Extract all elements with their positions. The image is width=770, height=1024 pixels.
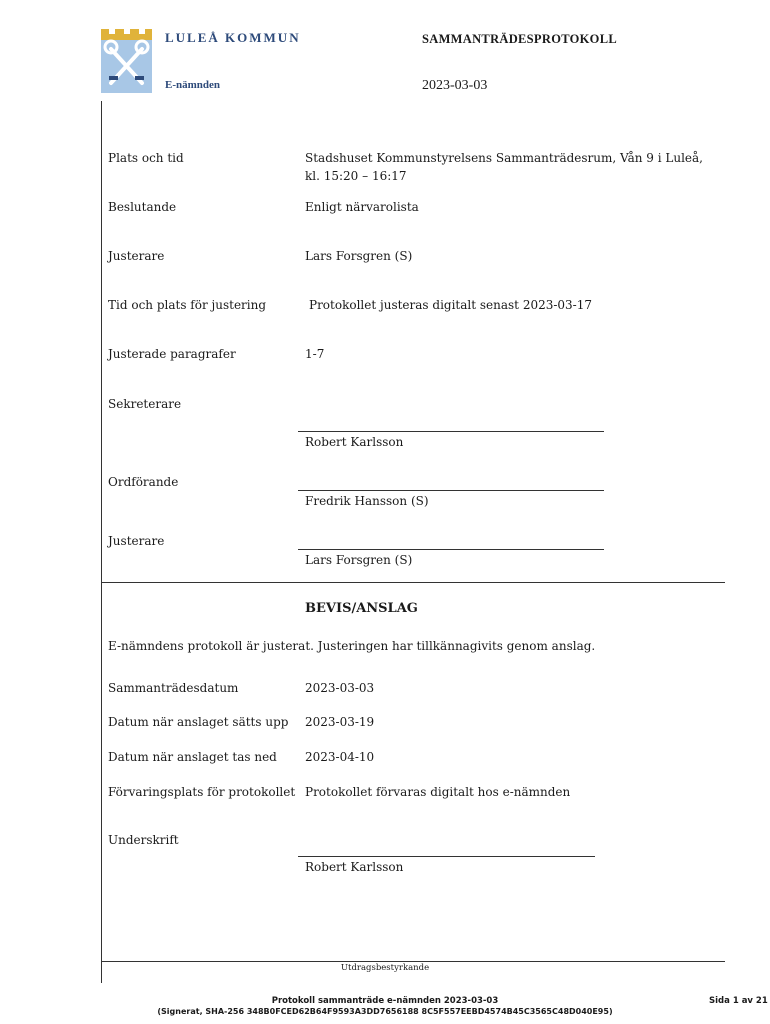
decision-makers-label: Beslutande [108, 200, 177, 214]
secretary-signature-line [298, 431, 604, 432]
storage-label: Förvaringsplats för protokollet [108, 785, 296, 799]
removed-date-value: 2023-04-10 [305, 750, 375, 764]
left-border [101, 101, 102, 983]
decision-makers-value: Enligt närvarolista [305, 200, 419, 214]
adjuster-signature-label: Justerare [108, 534, 165, 548]
removed-date-label: Datum när anslaget tas ned [108, 750, 277, 764]
footer-divider [101, 961, 725, 962]
adjusted-paragraphs-value: 1-7 [305, 347, 325, 361]
adjust-time-place-value: Protokollet justeras digitalt senast 2023-03-17 [309, 298, 593, 312]
organization-name: LULEÅ KOMMUN [165, 30, 301, 45]
adjuster-signature-line [298, 549, 604, 550]
chair-name: Fredrik Hansson (S) [305, 494, 429, 508]
document-title: SAMMANTRÄDESPROTOKOLL [422, 32, 617, 46]
meeting-date-value: 2023-03-03 [305, 681, 375, 695]
notice-intro: E-nämndens protokoll är justerat. Justeringen har tillkännagivits genom anslag. [108, 639, 596, 653]
chair-signature-line [298, 490, 604, 491]
extract-certified-label: Utdragsbestyrkande [340, 963, 430, 973]
signature-label: Underskrift [108, 833, 179, 847]
place-time-label: Plats och tid [108, 151, 184, 165]
posted-date-value: 2023-03-19 [305, 715, 375, 729]
department-name: E-nämnden [165, 79, 221, 91]
page-number: Sida 1 av 21 [709, 996, 768, 1006]
footer-title: Protokoll sammanträde e-nämnden 2023-03-03 [271, 996, 499, 1006]
notice-signature-line [298, 856, 595, 857]
adjuster-label: Justerare [108, 249, 165, 263]
adjust-time-place-label: Tid och plats för justering [108, 298, 267, 312]
notice-signature-name: Robert Karlsson [305, 860, 404, 874]
storage-value: Protokollet förvaras digitalt hos e-nämnden [305, 785, 571, 799]
adjuster-value: Lars Forsgren (S) [305, 249, 413, 263]
notice-heading: BEVIS/ANSLAG [305, 601, 418, 616]
coat-of-arms-logo [101, 29, 152, 93]
meeting-date-label: Sammanträdesdatum [108, 681, 239, 695]
secretary-name: Robert Karlsson [305, 435, 404, 449]
chair-label: Ordförande [108, 475, 179, 489]
secretary-label: Sekreterare [108, 397, 182, 411]
place-time-value: Stadshuset Kommunstyrelsens Sammanträdesrum, Vån 9 i Luleå, kl. 15:20 – 16:17 [305, 151, 703, 183]
section-divider [101, 582, 725, 583]
adjusted-paragraphs-label: Justerade paragrafer [108, 347, 236, 361]
document-date: 2023-03-03 [422, 78, 488, 93]
adjuster-signature-name: Lars Forsgren (S) [305, 553, 413, 567]
footer-signature-hash: (Signerat, SHA-256 348B0FCED62B64F9593A3DD7656188 8C5F557EEBD4574B45C3565C48D040E95) [157, 1007, 613, 1016]
posted-date-label: Datum när anslaget sätts upp [108, 715, 289, 729]
